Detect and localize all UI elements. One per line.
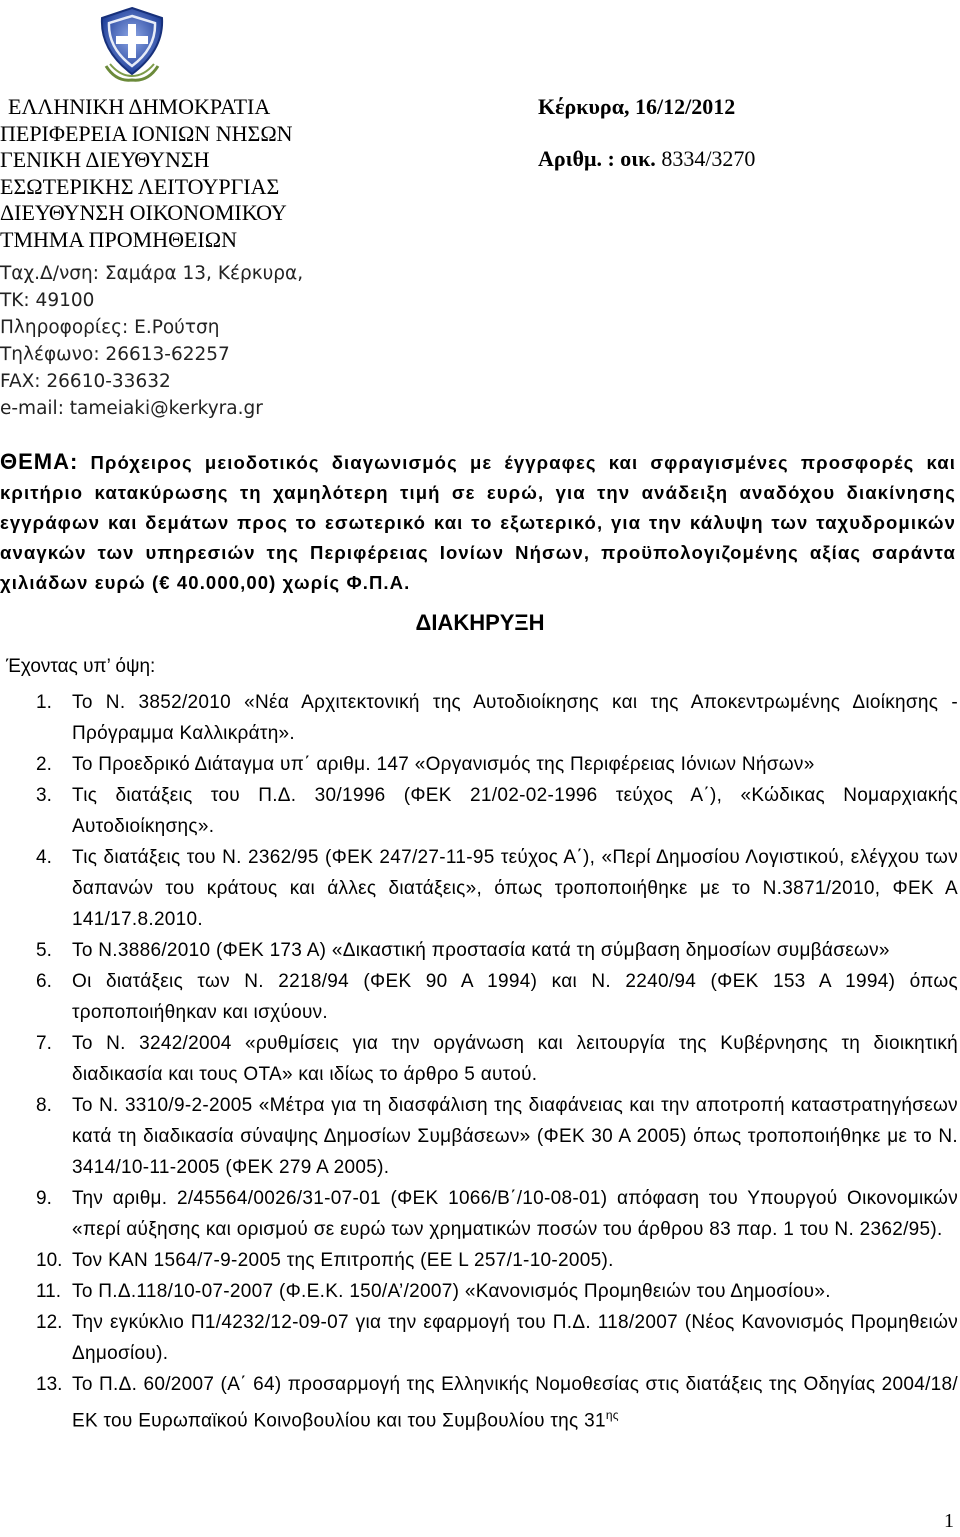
- contact-fax: FAX: 26610-33632: [0, 371, 171, 392]
- item-number: 13.: [36, 1374, 63, 1395]
- item-text: [72, 1369, 958, 1436]
- item-number: 9.: [36, 1188, 52, 1209]
- list-item: [0, 1276, 958, 1307]
- list-item: [0, 1307, 958, 1369]
- page-number: 1: [944, 1510, 954, 1532]
- protocol-label: Αριθμ. : οικ.: [538, 146, 656, 171]
- list-item: [0, 966, 958, 1028]
- ordinal-suffix: ης: [605, 1408, 619, 1422]
- protocol-value: 8334/3270: [661, 146, 756, 171]
- item-number: 1.: [36, 692, 52, 713]
- item-text-body: Το Π.Δ. 60/2007 (Α΄ 64) προσαρμογή της Ελληνικής Νομοθεσίας στις διατάξεις της Οδηγίας 2004/18/ΕΚ του Ευρωπαϊκού Κοινοβουλίου και του Συμβουλίου της 31: [72, 1374, 958, 1432]
- item-text: Το Ν. 3310/9-2-2005 «Μέτρα για τη διασφάλιση της διαφάνειας και την αποτροπή καταστρατηγήσεων κατά τη διαδικασία σύναψης Δημοσίων Συμβάσεων» (ΦΕΚ 30 Α 2005) όπως τροποποιήθηκε με το Ν. 3414/10-11-2005 (ΦΕΚ 279 Α 2005).: [72, 1095, 958, 1178]
- list-item: [0, 1245, 958, 1276]
- issuer-line: ΕΣΩΤΕΡΙΚΗΣ ΛΕΙΤΟΥΡΓΙΑΣ: [0, 173, 280, 199]
- item-text: Το Προεδρικό Διάταγμα υπ΄ αριθμ. 147 «Οργανισμός της Περιφέρειας Ιόνιων Νήσων»: [72, 754, 815, 775]
- considering-intro: Έχοντας υπ’ όψη:: [6, 656, 156, 677]
- item-number: 5.: [36, 940, 52, 961]
- contact-postcode: ΤΚ: 49100: [0, 290, 95, 311]
- item-text: Την αριθμ. 2/45564/0026/31-07-01 (ΦΕΚ 1066/Β΄/10-08-01) απόφαση του Υπουργού Οικονομικών «περί αύξησης και ορισμού σε ευρώ των χρηματικών ποσών του άρθρου 83 παρ. 1 του Ν. 2362/95).: [72, 1188, 958, 1240]
- item-number: 7.: [36, 1033, 52, 1054]
- contact-block: [0, 260, 470, 422]
- list-item: [0, 1028, 958, 1090]
- list-item: [0, 1183, 958, 1245]
- item-number: 8.: [36, 1095, 52, 1116]
- item-text: Το Ν.3886/2010 (ΦΕΚ 173 Α) «Δικαστική προστασία κατά τη σύμβαση δημοσίων συμβάσεων»: [72, 940, 890, 961]
- list-item: [0, 780, 958, 842]
- item-number: 3.: [36, 785, 52, 806]
- greek-emblem-icon: [92, 4, 172, 84]
- list-item: [0, 1090, 958, 1183]
- subject-text: Πρόχειρος μειοδοτικός διαγωνισμός με έγγραφες και σφραγισμένες προσφορές και κριτήριο κατακύρωσης τη χαμηλότερη τιμή σε ευρώ, για την ανάδειξη αναδόχου διακίνησης εγγράφων και δεμάτων προς το εσωτερικό και το εξωτερικό, για την κάλυψη των ταχυδρομικών αναγκών των υπηρεσιών της Περιφέρειας Ιονίων Νήσων, προϋπολογιζομένης αξίας σαράντα χιλιάδων ευρώ (€ 40.000,00) χωρίς Φ.Π.Α.: [0, 452, 956, 593]
- document-title: ΔΙΑΚΗΡΥΞΗ: [415, 610, 545, 635]
- issuer-line: ΕΛΛΗΝΙΚΗ ΔΗΜΟΚΡΑΤΙΑ: [8, 94, 271, 119]
- issuer-line: ΤΜΗΜΑ ΠΡΟΜΗΘΕΙΩΝ: [0, 226, 237, 252]
- contact-email: e-mail: tameiaki@kerkyra.gr: [0, 398, 263, 419]
- item-text: Τις διατάξεις του Π.Δ. 30/1996 (ΦΕΚ 21/02-02-1996 τεύχος Α΄), «Κώδικας Νομαρχιακής Αυτοδιοίκησης».: [72, 785, 958, 837]
- list-item: [0, 1369, 958, 1436]
- issuer-line: ΔΙΕΥΘΥΝΣΗ ΟΙΚΟΝΟΜΙΚΟΥ: [0, 200, 287, 225]
- item-text: Την εγκύκλιο Π1/4232/12-09-07 για την εφαρμογή του Π.Δ. 118/2007 (Νέος Κανονισμός Προμηθειών Δημοσίου).: [72, 1312, 958, 1364]
- item-number: 11.: [36, 1281, 62, 1302]
- list-item: [0, 749, 958, 780]
- protocol-number: [538, 146, 755, 172]
- item-number: 2.: [36, 754, 52, 775]
- item-text: Το Ν. 3852/2010 «Νέα Αρχιτεκτονική της Αυτοδιοίκησης και της Αποκεντρωμένης Διοίκησης - Πρόγραμμα Καλλικράτη».: [72, 692, 958, 744]
- item-number: 4.: [36, 847, 52, 868]
- item-number: 12.: [36, 1312, 63, 1333]
- legal-basis-list: [0, 687, 958, 1436]
- issuer-block: [0, 94, 470, 253]
- item-number: 6.: [36, 971, 52, 992]
- list-item: [0, 935, 958, 966]
- contact-address: Ταχ.Δ/νση: Σαμάρα 13, Κέρκυρα,: [0, 263, 304, 284]
- item-text: Το Ν. 3242/2004 «ρυθμίσεις για την οργάνωση και λειτουργία της Κυβέρνησης τη διοικητική διαδικασία και τους ΟΤΑ» και ιδίως το άρθρο 5 αυτού.: [72, 1033, 958, 1085]
- item-number: 10.: [36, 1250, 63, 1271]
- item-text: Τις διατάξεις του Ν. 2362/95 (ΦΕΚ 247/27-11-95 τεύχος Α΄), «Περί Δημοσίου Λογιστικού, ελέγχου των δαπανών του κράτους και άλλες διατάξεις», όπως τροποποιήθηκε με το Ν.3871/2010, ΦΕΚ Α 141/17.8.2010.: [72, 847, 958, 930]
- list-item: [0, 842, 958, 935]
- issuer-line: ΠΕΡΙΦΕΡΕΙΑ ΙΟΝΙΩΝ ΝΗΣΩΝ: [0, 120, 293, 146]
- document-date: Κέρκυρα, 16/12/2012: [538, 94, 736, 119]
- list-item: [0, 687, 958, 749]
- contact-info-person: Πληροφορίες: Ε.Ρούτση: [0, 317, 220, 338]
- item-text: Το Π.Δ.118/10-07-2007 (Φ.Ε.Κ. 150/Α’/2007) «Κανονισμός Προμηθειών του Δημοσίου».: [72, 1281, 831, 1302]
- item-text: Τον ΚΑΝ 1564/7-9-2005 της Επιτροπής (ΕΕ L 257/1-10-2005).: [72, 1250, 614, 1271]
- subject-paragraph: [0, 447, 956, 598]
- subject-label: ΘΕΜΑ:: [0, 449, 79, 474]
- contact-phone: Τηλέφωνο: 26613-62257: [0, 344, 230, 365]
- issuer-line: ΓΕΝΙΚΗ ΔΙΕΥΘΥΝΣΗ: [0, 147, 210, 172]
- item-text: Οι διατάξεις των Ν. 2218/94 (ΦΕΚ 90 Α 1994) και Ν. 2240/94 (ΦΕΚ 153 Α 1994) όπως τροποποιήθηκαν και ισχύουν.: [72, 971, 958, 1023]
